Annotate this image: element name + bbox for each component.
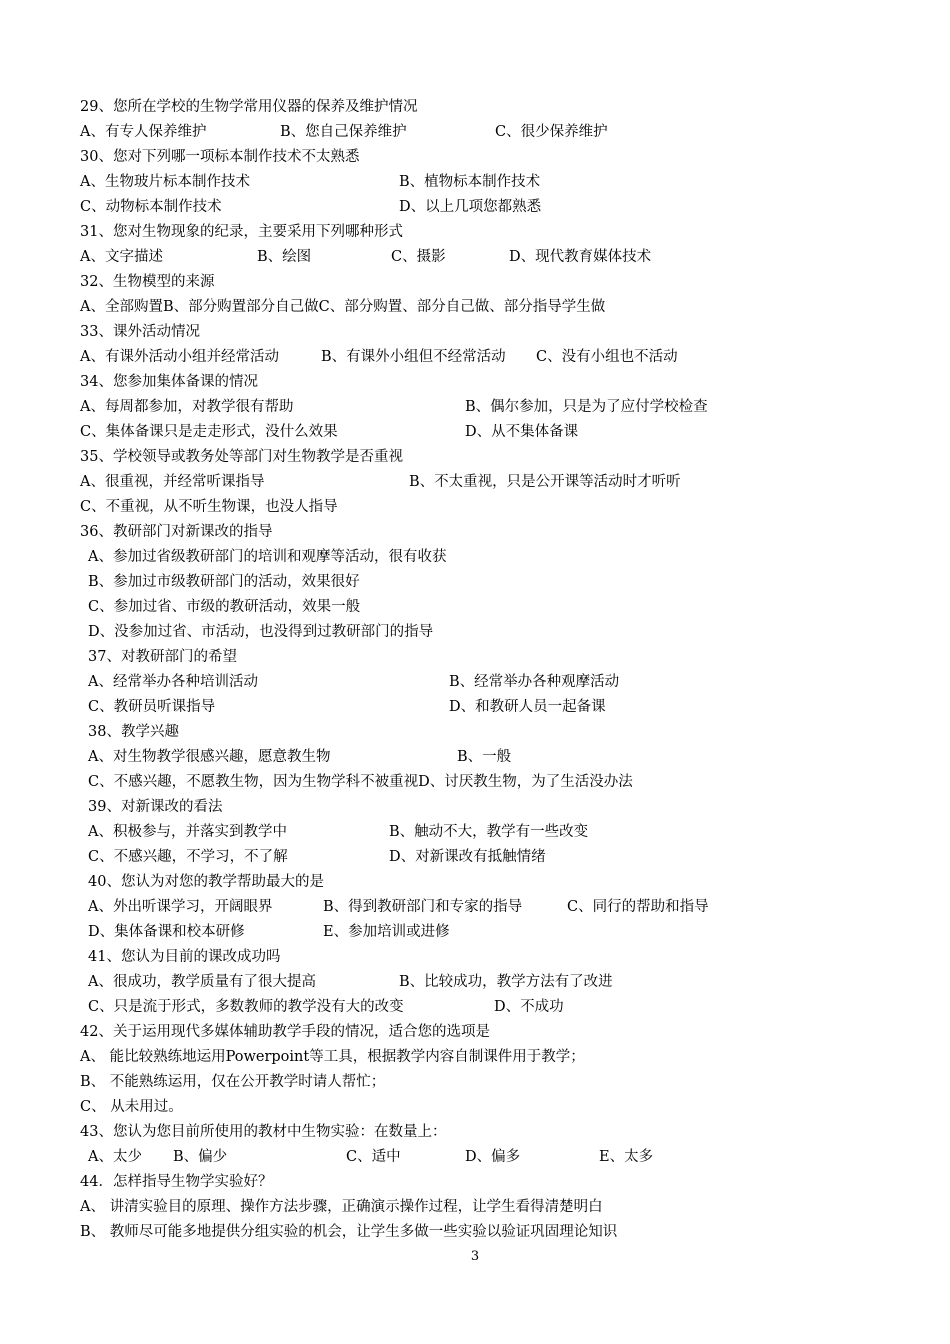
option-40-b: B、得到教研部门和专家的指导 — [323, 899, 523, 915]
option-40-e: E、参加培训或进修 — [323, 924, 450, 940]
question-44 — [80, 1170, 272, 1194]
option-33-b: B、有课外小组但不经常活动 — [321, 349, 506, 365]
option-43-b: B、偏少 — [173, 1149, 228, 1165]
option-41-d: D、不成功 — [494, 999, 564, 1015]
option-37-b: B、经常举办各种观摩活动 — [449, 674, 620, 690]
option-29-b: B、您自己保养维护 — [280, 124, 407, 140]
question-44-option-b — [80, 1220, 617, 1244]
option-38-b: B、一般 — [457, 749, 512, 765]
option-43-e: E、太多 — [599, 1149, 654, 1165]
question-30-text: 30、您对下列哪一项标本制作技术不太熟悉 — [80, 149, 360, 165]
option-35-a: A、很重视，并经常听课指导 — [80, 474, 265, 490]
option-30-d: D、以上几项您都熟悉 — [399, 199, 542, 215]
question-37-options-2 — [88, 695, 606, 719]
question-41-text: 41、您认为目前的课改成功吗 — [88, 949, 281, 965]
question-33 — [80, 320, 200, 344]
option-36-b: B、参加过市级教研部门的活动，效果很好 — [88, 574, 360, 590]
option-37-c: C、教研员听课指导 — [88, 699, 216, 715]
question-36-option-a — [88, 545, 446, 569]
question-36-text: 36、教研部门对新课改的指导 — [80, 524, 273, 540]
question-38-options-1 — [88, 745, 511, 769]
question-44-option-a — [80, 1195, 603, 1219]
question-42-option-c — [80, 1095, 183, 1119]
option-29-c: C、很少保养维护 — [495, 124, 608, 140]
question-41 — [88, 945, 280, 969]
question-31 — [80, 220, 403, 244]
option-39-b: B、触动不大，教学有一些改变 — [389, 824, 589, 840]
question-32-text: 32、生物模型的来源 — [80, 274, 215, 290]
question-29-options — [80, 120, 608, 144]
option-30-c: C、动物标本制作技术 — [80, 199, 222, 215]
option-34-c: C、集体备课只是走走形式，没什么效果 — [80, 424, 338, 440]
question-40-text: 40、您认为对您的教学帮助最大的是 — [88, 874, 324, 890]
page-number: 3 — [470, 1249, 480, 1264]
question-39-text: 39、对新课改的看法 — [88, 799, 223, 815]
option-34-b: B、偶尔参加，只是为了应付学校检查 — [465, 399, 708, 415]
question-35-options-2 — [80, 495, 338, 519]
question-32 — [80, 270, 214, 294]
option-31-d: D、现代教育媒体技术 — [509, 249, 652, 265]
question-37 — [88, 645, 237, 669]
question-34-text: 34、您参加集体备课的情况 — [80, 374, 258, 390]
question-30 — [80, 145, 359, 169]
option-42-a: A、 能比较熟练地运用Powerpoint等工具，根据教学内容自制课件用于教学； — [80, 1049, 585, 1065]
question-41-options-1 — [88, 970, 613, 994]
option-42-b: B、 不能熟练运用，仅在公开教学时请人帮忙； — [80, 1074, 386, 1090]
question-29-text: 29、您所在学校的生物学常用仪器的保养及维护情况 — [80, 99, 418, 115]
question-43-text: 43、您认为您目前所使用的教材中生物实验：在数量上： — [80, 1124, 447, 1140]
question-32-options — [80, 295, 605, 319]
option-36-d: D、没参加过省、市活动，也没得到过教研部门的指导 — [88, 624, 434, 640]
option-37-d: D、和教研人员一起备课 — [449, 699, 606, 715]
option-43-d: D、偏多 — [465, 1149, 521, 1165]
option-44-a: A、 讲清实验目的原理、操作方法步骤，正确演示操作过程，让学生看得清楚明白 — [80, 1199, 603, 1215]
question-38-text: 38、教学兴趣 — [88, 724, 179, 740]
option-41-c: C、只是流于形式，多数教师的教学没有大的改变 — [88, 999, 404, 1015]
option-38-cd: C、不感兴趣，不愿教生物，因为生物学科不被重视D、讨厌教生物，为了生活没办法 — [88, 774, 633, 790]
option-40-c: C、同行的帮助和指导 — [567, 899, 709, 915]
option-37-a: A、经常举办各种培训活动 — [88, 674, 258, 690]
option-31-a: A、文字描述 — [80, 249, 163, 265]
option-31-c: C、摄影 — [391, 249, 446, 265]
question-29 — [80, 95, 417, 119]
option-33-a: A、有课外活动小组并经常活动 — [80, 349, 279, 365]
question-36-option-d — [88, 620, 433, 644]
question-36-option-c — [88, 595, 360, 619]
option-34-a: A、每周都参加，对教学很有帮助 — [80, 399, 294, 415]
question-35 — [80, 445, 403, 469]
question-35-options-1 — [80, 470, 681, 494]
option-29-a: A、有专人保养维护 — [80, 124, 207, 140]
question-34-options-2 — [80, 420, 578, 444]
question-42-option-a — [80, 1045, 585, 1069]
question-31-text: 31、您对生物现象的纪录，主要采用下列哪种形式 — [80, 224, 403, 240]
question-42-text: 42、关于运用现代多媒体辅助教学手段的情况，适合您的选项是 — [80, 1024, 490, 1040]
question-43 — [80, 1120, 446, 1144]
question-35-text: 35、学校领导或教务处等部门对生物教学是否重视 — [80, 449, 403, 465]
option-44-b: B、 教师尽可能多地提供分组实验的机会，让学生多做一些实验以验证巩固理论知识 — [80, 1224, 618, 1240]
question-40-options-1 — [88, 895, 709, 919]
question-40 — [88, 870, 324, 894]
option-39-d: D、对新课改有抵触情绪 — [389, 849, 546, 865]
option-42-c: C、 从未用过。 — [80, 1099, 183, 1115]
question-37-text: 37、对教研部门的希望 — [88, 649, 237, 665]
option-43-a: A、太少 — [88, 1149, 142, 1165]
option-36-c: C、参加过省、市级的教研活动，效果一般 — [88, 599, 361, 615]
option-36-a: A、参加过省级教研部门的培训和观摩等活动，很有收获 — [88, 549, 447, 565]
option-41-b: B、比较成功，教学方法有了改进 — [399, 974, 613, 990]
option-35-b: B、不太重视，只是公开课等活动时才听听 — [409, 474, 681, 490]
question-31-options — [80, 245, 651, 269]
question-44-text: 44．怎样指导生物学实验好？ — [80, 1174, 273, 1190]
question-36-option-b — [88, 570, 360, 594]
question-42 — [80, 1020, 490, 1044]
question-38 — [88, 720, 179, 744]
question-34-options-1 — [80, 395, 708, 419]
question-39 — [88, 795, 222, 819]
option-39-a: A、积极参与，并落实到教学中 — [88, 824, 287, 840]
question-34 — [80, 370, 258, 394]
option-41-a: A、很成功，教学质量有了很大提高 — [88, 974, 316, 990]
option-40-d: D、集体备课和校本研修 — [88, 924, 245, 940]
option-43-c: C、适中 — [346, 1149, 401, 1165]
question-42-option-b — [80, 1070, 385, 1094]
question-39-options-1 — [88, 820, 588, 844]
option-31-b: B、绘图 — [257, 249, 312, 265]
question-30-options-1 — [80, 170, 540, 194]
question-40-options-2 — [88, 920, 450, 944]
question-36 — [80, 520, 272, 544]
option-35-c: C、不重视，从不听生物课，也没人指导 — [80, 499, 338, 515]
question-38-options-2 — [88, 770, 633, 794]
question-37-options-1 — [88, 670, 619, 694]
option-38-a: A、对生物教学很感兴趣，愿意教生物 — [88, 749, 331, 765]
question-41-options-2 — [88, 995, 564, 1019]
question-33-options — [80, 345, 678, 369]
option-30-b: B、植物标本制作技术 — [399, 174, 541, 190]
question-33-text: 33、课外活动情况 — [80, 324, 200, 340]
option-32-all: A、全部购置B、部分购置部分自己做C、部分购置、部分自己做、部分指导学生做 — [80, 299, 606, 315]
question-39-options-2 — [88, 845, 546, 869]
option-33-c: C、没有小组也不活动 — [536, 349, 678, 365]
question-43-options — [88, 1145, 653, 1169]
option-34-d: D、从不集体备课 — [465, 424, 579, 440]
option-39-c: C、不感兴趣，不学习，不了解 — [88, 849, 288, 865]
question-30-options-2 — [80, 195, 541, 219]
option-30-a: A、生物玻片标本制作技术 — [80, 174, 250, 190]
option-40-a: A、外出听课学习，开阔眼界 — [88, 899, 273, 915]
